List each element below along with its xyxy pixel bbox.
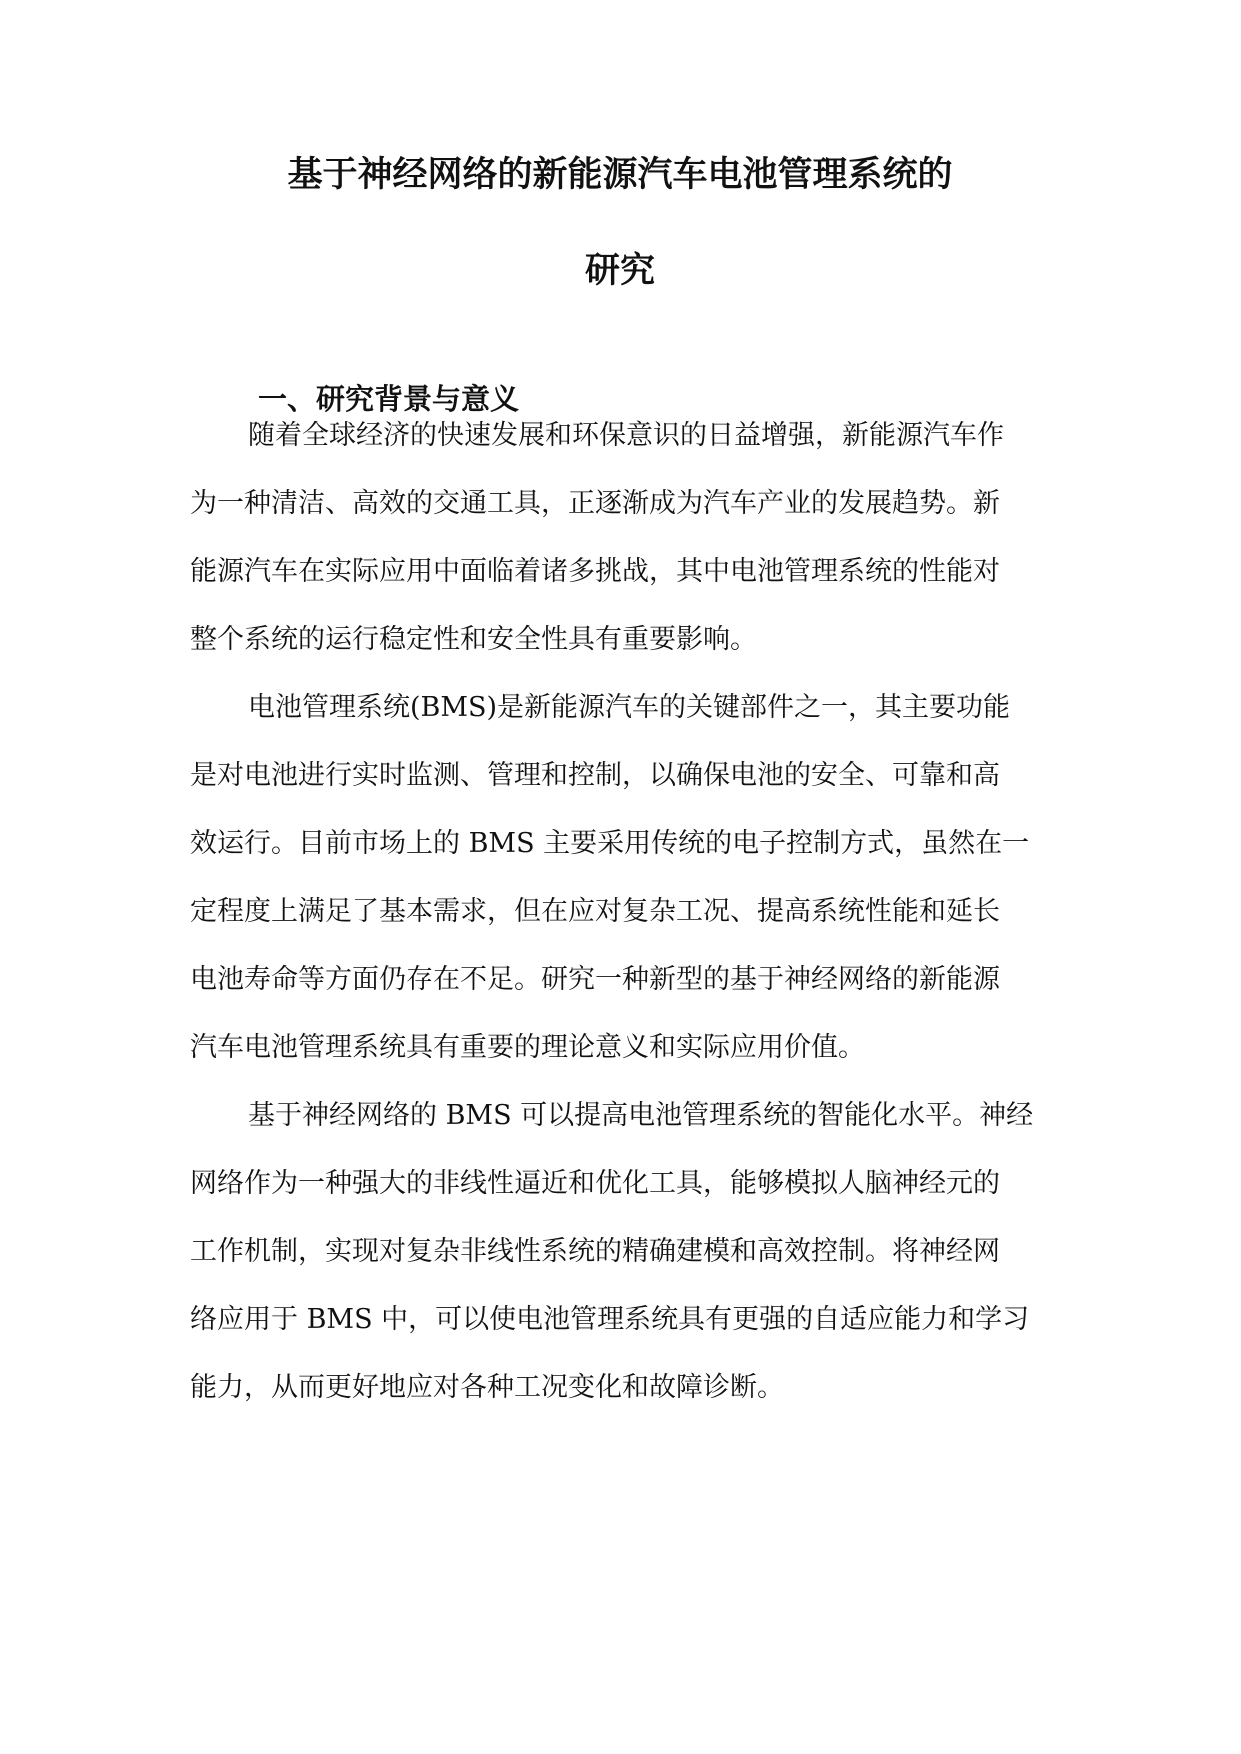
paragraph-1-line-3: 能源汽车在实际应用中面临着诸多挑战，其中电池管理系统的性能对 xyxy=(190,556,1000,587)
paragraph-1-line-4: 整个系统的运行稳定性和安全性具有重要影响。 xyxy=(190,624,757,655)
paragraph-1-line-2: 为一种清洁、高效的交通工具，正逐渐成为汽车产业的发展趋势。新 xyxy=(190,488,1000,519)
section-heading: 一、研究背景与意义 xyxy=(258,382,520,416)
paragraph-3-line-2: 网络作为一种强大的非线性逼近和优化工具，能够模拟人脑神经元的 xyxy=(190,1168,1000,1199)
paragraph-2-line-1: 电池管理系统(BMS)是新能源汽车的关键部件之一，其主要功能 xyxy=(248,692,1011,723)
paragraph-2-line-5: 电池寿命等方面仍存在不足。研究一种新型的基于神经网络的新能源 xyxy=(190,964,1000,995)
paragraph-2-line-3: 效运行。目前市场上的 BMS 主要采用传统的电子控制方式，虽然在一 xyxy=(190,828,1030,859)
paragraph-3-line-1: 基于神经网络的 BMS 可以提高电池管理系统的智能化水平。神经 xyxy=(248,1100,1034,1131)
paragraph-2-line-2: 是对电池进行实时监测、管理和控制，以确保电池的安全、可靠和高 xyxy=(190,760,1000,791)
document-title-line-1: 基于神经网络的新能源汽车电池管理系统的 xyxy=(287,155,953,195)
paragraph-2-line-4: 定程度上满足了基本需求，但在应对复杂工况、提高系统性能和延长 xyxy=(190,896,1000,927)
paragraph-3-line-5: 能力，从而更好地应对各种工况变化和故障诊断。 xyxy=(190,1372,784,1403)
document-title-line-2: 研究 xyxy=(584,251,655,291)
paragraph-2-line-6: 汽车电池管理系统具有重要的理论意义和实际应用价值。 xyxy=(190,1032,865,1063)
paragraph-3-line-3: 工作机制，实现对复杂非线性系统的精确建模和高效控制。将神经网 xyxy=(190,1236,1000,1267)
paragraph-1-line-1: 随着全球经济的快速发展和环保意识的日益增强，新能源汽车作 xyxy=(248,420,1004,451)
paragraph-3-line-4: 络应用于 BMS 中，可以使电池管理系统具有更强的自适应能力和学习 xyxy=(190,1304,1030,1335)
